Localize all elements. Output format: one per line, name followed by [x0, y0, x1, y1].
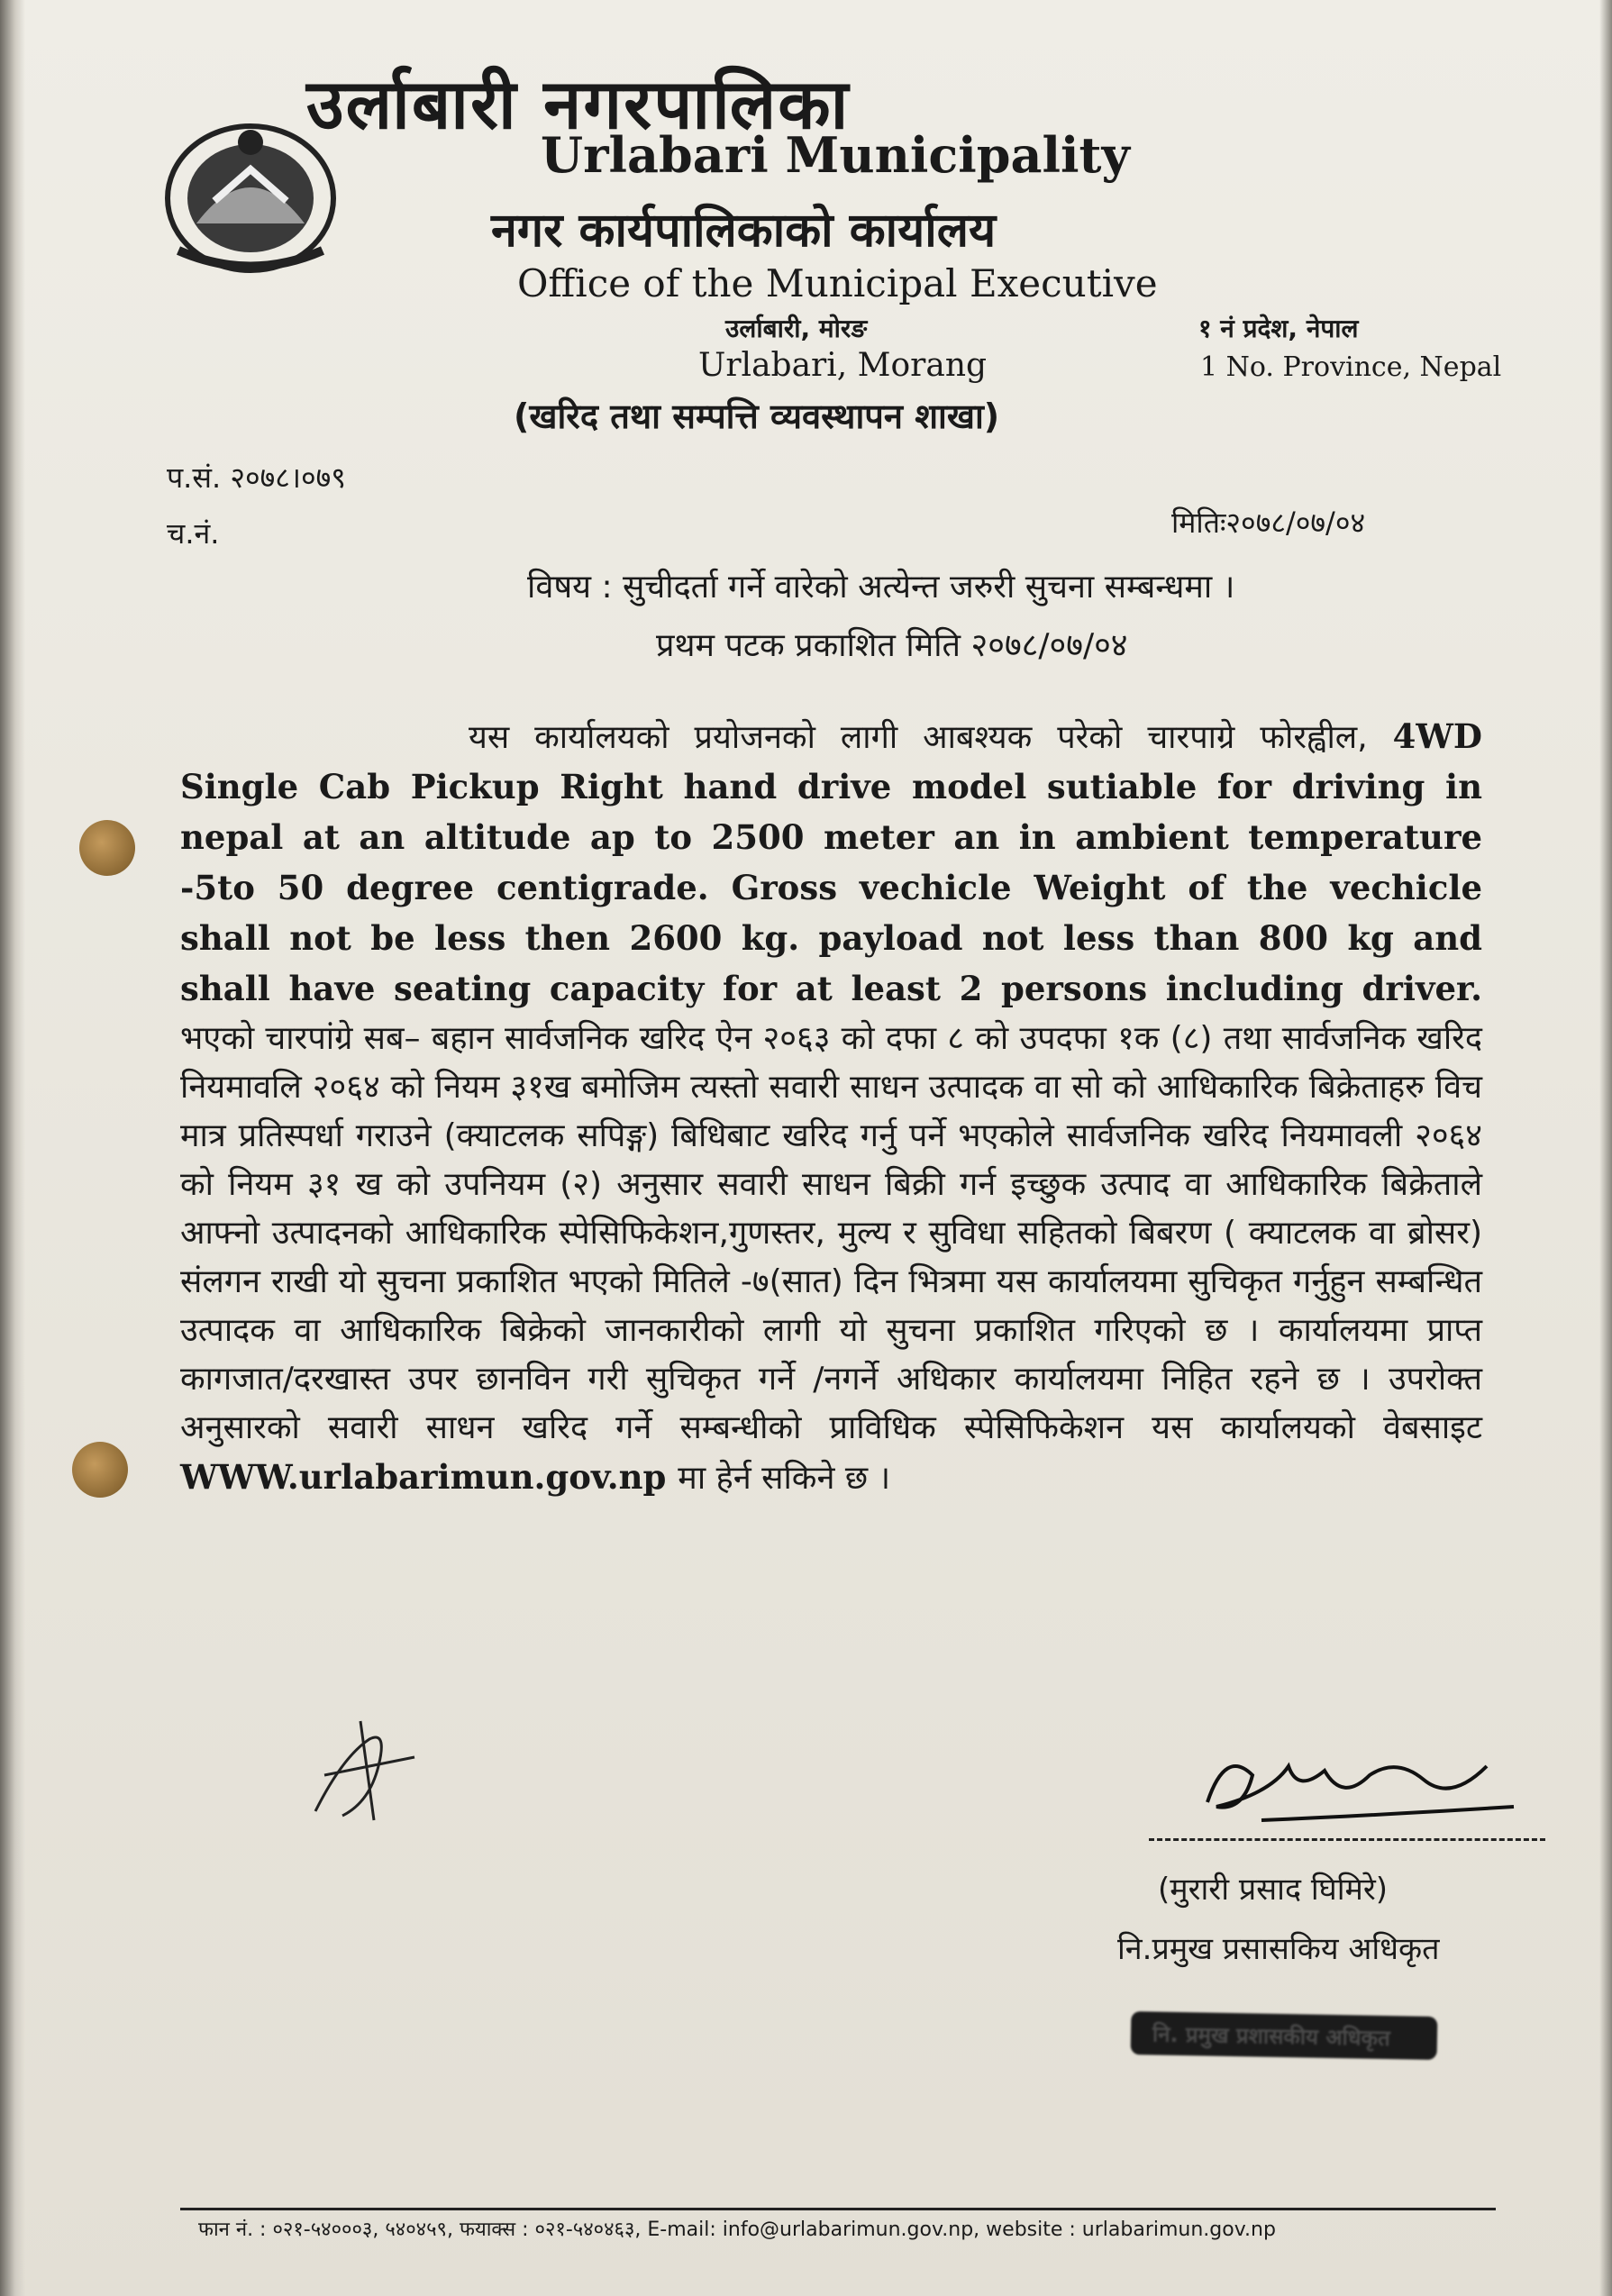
- body-intro: यस कार्यालयको प्रयोजनको लागी आबश्यक परेको चारपाग्रे फोरह्वील,: [469, 719, 1393, 756]
- official-signature-icon: [1189, 1730, 1532, 1838]
- initial-signature-icon: [306, 1703, 433, 1829]
- province-english: 1 No. Province, Nepal: [1200, 351, 1502, 383]
- vehicle-specification: 4WD Single Cab Pickup Right hand drive model sutiable for driving in nepal at an altitude ap to 2500 meter an in ambient temperature -5to 50 degree centigrade. Gross vechicle Weight of the vechicle shall not be less then 2600 kg. payload not less than 800 kg and shall have seating capacity for at least 2 persons including driver.: [180, 716, 1482, 1008]
- page-edge-shadow: [0, 0, 25, 2296]
- letter-number: प.सं. २०७८।०७९: [167, 460, 346, 495]
- signatory-title: नि.प्रमुख प्रसासकिय अधिकृत: [1117, 1931, 1440, 1967]
- dispatch-number: च.नं.: [167, 516, 220, 551]
- stamp-text: नि. प्रमुख प्रशासकीय अधिकृत: [1152, 2021, 1390, 2052]
- province-nepali: १ नं प्रदेश, नेपाल: [1198, 314, 1359, 343]
- notice-body: [180, 712, 1482, 1503]
- punch-hole-top: [79, 820, 135, 876]
- punch-hole-bottom: [72, 1442, 128, 1498]
- footer-contact: फान नं. : ०२१-५४०००३, ५४०४५९, फयाक्स : ०२१-५४०४६३, E-mail: info@urlabarimun.gov.np, website : urlabarimun.gov.np: [198, 2219, 1276, 2241]
- municipality-title-english: Urlabari Municipality: [541, 126, 1130, 184]
- footer-divider: [180, 2208, 1496, 2210]
- signature-line: [1149, 1838, 1545, 1841]
- body-main: भएको चारपांग्रे सब– बहान सार्वजनिक खरिद ऐन २०६३ को दफा ८ को उपदफा १क (८) तथा सार्वजनिक खरिद नियमावलि २०६४ को नियम ३१ख बमोजिम त्यस्तो सवारी साधन उत्पादक वा सो को आधिकारिक बिक्रेताहरु विच मात्र प्रतिस्पर्धा गराउने (क्याटलक सपिङ्ग) बिधिबाट खरिद गर्नु पर्ने भएकोले सार्वजनिक खरिद नियमावली २०६४ को नियम ३१ ख को उपनियम (२) अनुसार सवारी साधन बिक्री गर्न इच्छुक उत्पाद वा आधिकारिक बिक्रेताले आफ्नो उत्पादनको आधिकारिक स्पेसिफिकेशन,गुणस्तर, मुल्य र सुविधा सहितको बिबरण ( क्याटलक वा ब्रोसर) संलगन राखी यो सुचना प्रकाशित भएको मितिले -७(सात) दिन भित्रमा यस कार्यालयमा सुचिकृत गर्नुहुन सम्बन्धित उत्पादक वा आधिकारिक बिक्रेको जानकारीको लागी यो सुचना प्रकाशित गरिएको छ । कार्यालयमा प्राप्त कागजात/दरखास्त उपर छानविन गरी सुचिकृत गर्ने /नगर्ने अधिकार कार्यालयमा निहित रहने छ । उपरोक्त अनुसारको सवारी साधन खरिद गर्ने सम्बन्धीको प्राविधिक स्पेसिफिकेशन यस कार्यालयको वेबसाइट: [180, 1020, 1482, 1446]
- location-english: Urlabari, Morang: [698, 347, 988, 384]
- branch-name: (खरिद तथा सम्पत्ति व्यवस्थापन शाखा): [514, 396, 1000, 436]
- location-nepali: उर्लाबारी, मोरङ: [725, 314, 868, 343]
- signatory-name: (मुरारी प्रसाद घिमिरे): [1158, 1872, 1389, 1908]
- body-closing: मा हेर्न सकिने छ ।: [678, 1460, 891, 1497]
- letter-date: मितिः२०७८/०७/०४: [1171, 506, 1366, 540]
- letter-subject: विषय : सुचीदर्ता गर्ने वारेको अत्येन्त जरुरी सुचना सम्बन्धमा ।: [527, 569, 1235, 606]
- office-title-nepali: नगर कार्यपालिकाको कार्यालय: [491, 204, 997, 258]
- website-link: WWW.urlabarimun.gov.np: [180, 1457, 678, 1497]
- office-title-english: Office of the Municipal Executive: [517, 261, 1158, 305]
- published-date: प्रथम पटक प्रकाशित मिति २०७८/०७/०४: [656, 627, 1128, 664]
- municipality-title-nepali: उर्लाबारी नगरपालिका: [306, 64, 851, 144]
- official-stamp: [1131, 2011, 1438, 2060]
- page-edge-right: [1599, 0, 1612, 2296]
